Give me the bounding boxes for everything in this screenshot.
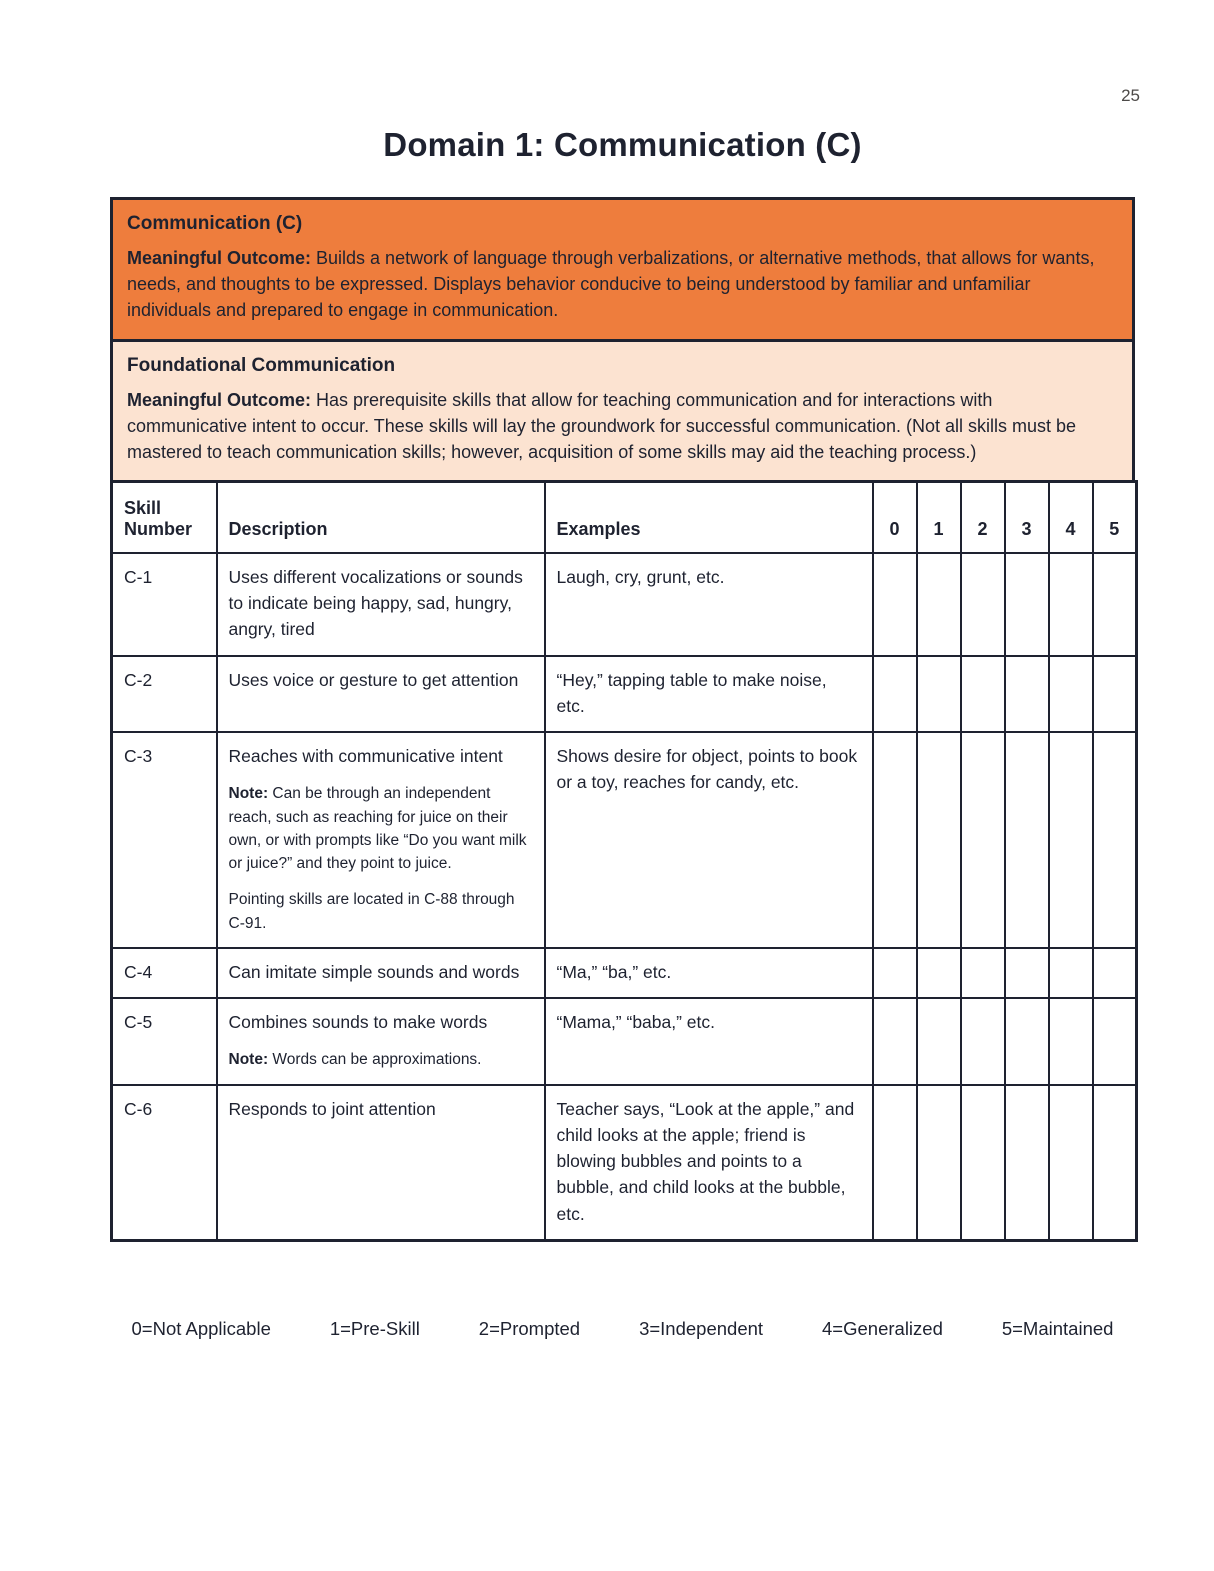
description-cell [217,553,545,656]
rating-cell[interactable] [1005,553,1049,656]
table-row [112,948,1137,998]
table-row [112,998,1137,1085]
rating-cell[interactable] [961,553,1005,656]
description-text: Responds to joint attention [228,1098,436,1119]
rating-cell[interactable] [961,732,1005,948]
table-row [112,656,1137,733]
rating-cell[interactable] [1093,732,1137,948]
col-header-skill-number: Skill Number [112,482,217,553]
col-header-examples: Examples [545,482,873,553]
rating-cell[interactable] [1093,553,1137,656]
rating-cell[interactable] [917,998,961,1085]
legend-item: 3=Independent [639,1317,764,1339]
description-note [229,782,532,875]
table-header-row [112,482,1137,553]
rating-cell[interactable] [1049,732,1093,948]
legend-item: 0=Not Applicable [131,1317,271,1339]
communication-block-heading: Communication (C) [127,213,303,234]
examples-cell [545,948,873,998]
examples-cell [545,553,873,656]
rating-cell[interactable] [1093,948,1137,998]
description-cell [217,1085,545,1241]
example-text: Laugh, cry, grunt, etc. [556,566,725,587]
examples-cell [545,732,873,948]
example-text: Shows desire for object, points to book or a toy, reaches for candy, etc. [556,746,858,793]
foundational-block-heading: Foundational Communication [127,354,396,376]
table-row [112,1085,1137,1241]
example-text: “Hey,” tapping table to make noise, etc. [556,669,827,716]
outcome-text: Builds a network of language through verbalizations, or alternative methods, that allows for wants, needs, and thoughts to be expressed. Displays behavior conducive to being understood by familiar and unfamiliar individuals and prepared to engage in communication. [127,248,1095,320]
description-text: Uses voice or gesture to get attention [228,669,519,690]
rating-cell[interactable] [1005,948,1049,998]
description-cell [217,948,545,998]
rating-cell[interactable] [1093,1085,1137,1241]
rating-cell[interactable] [917,656,961,733]
rating-cell[interactable] [1005,732,1049,948]
legend-item: 4=Generalized [822,1317,943,1339]
skill-number-cell: C-2 [112,656,217,733]
rating-cell[interactable] [873,656,917,733]
description-text: Can imitate simple sounds and words [228,961,520,982]
rating-cell[interactable] [917,732,961,948]
col-header-rating-0: 0 [873,482,917,553]
rating-cell[interactable] [961,1085,1005,1241]
outcome-label: Meaningful Outcome: [127,389,311,410]
skill-number-cell: C-5 [112,998,217,1085]
page-number: 25 [1121,86,1140,105]
example-text: Teacher says, “Look at the apple,” and child looks at the apple; friend is blowing bubbles and points to a bubble, and child looks at the bubble, etc. [556,1098,855,1224]
rating-cell[interactable] [1049,1085,1093,1241]
skill-number-cell: C-6 [112,1085,217,1241]
rating-cell[interactable] [1049,656,1093,733]
rating-cell[interactable] [1005,1085,1049,1241]
rating-cell[interactable] [1005,998,1049,1085]
description-text: Reaches with communicative intent [228,746,503,767]
col-header-rating-1: 1 [917,482,961,553]
rating-cell[interactable] [917,553,961,656]
table-row [112,553,1137,656]
examples-cell [545,998,873,1085]
outcome-text: Has prerequisite skills that allow for teaching communication and for interactions with communicative intent to occur. These skills will lay the groundwork for successful communication. (Not all skills must be mastered to teach communication skills; however, acquisition of some skills may aid the teaching process.) [127,389,1077,462]
foundational-communication-block [110,339,1135,484]
description-text: Combines sounds to make words [228,1012,488,1033]
skill-number-cell: C-4 [112,948,217,998]
rating-cell[interactable] [873,553,917,656]
example-text: “Mama,” “baba,” etc. [556,1012,716,1033]
description-text: Uses different vocalizations or sounds to indicate being happy, sad, hungry, angry, tired [228,566,523,640]
legend-item: 5=Maintained [1001,1317,1114,1339]
note-text: Can be through an independent reach, such as reaching for juice on their own, or with prompts like “Do you want milk or juice?” and they point to juice. [228,785,527,873]
rating-cell[interactable] [1093,656,1137,733]
rating-cell[interactable] [873,732,917,948]
rating-cell[interactable] [1049,553,1093,656]
col-header-rating-3: 3 [1005,482,1049,553]
rating-cell[interactable] [873,1085,917,1241]
rating-cell[interactable] [961,998,1005,1085]
table-row [112,732,1137,948]
col-header-rating-4: 4 [1049,482,1093,553]
communication-header-block [110,197,1135,342]
skill-number-cell: C-1 [112,553,217,656]
page-title: Domain 1: Communication (C) [383,126,862,163]
rating-cell[interactable] [1005,656,1049,733]
rating-cell[interactable] [961,656,1005,733]
rating-cell[interactable] [873,948,917,998]
description-note-secondary: Pointing skills are located in C-88 through C-91. [228,891,515,932]
note-label: Note: [228,1051,269,1069]
description-cell [217,998,545,1085]
skills-table [110,480,1138,1242]
note-label: Note: [228,785,269,803]
rating-cell[interactable] [917,1085,961,1241]
description-cell [217,656,545,733]
foundational-meaningful-outcome [127,388,1116,466]
skill-number-cell: C-3 [112,732,217,948]
col-header-rating-2: 2 [961,482,1005,553]
outcome-label: Meaningful Outcome: [127,248,311,268]
rating-cell[interactable] [1049,948,1093,998]
description-note [229,1048,532,1071]
rating-cell[interactable] [1093,998,1137,1085]
rating-cell[interactable] [917,948,961,998]
legend-item: 1=Pre-Skill [329,1317,420,1339]
rating-legend [132,1318,1114,1340]
note-text: Words can be approximations. [272,1051,482,1069]
rating-cell[interactable] [1049,998,1093,1085]
page-content [110,0,1135,1340]
examples-cell [545,656,873,733]
description-cell [217,732,545,948]
legend-item: 2=Prompted [478,1317,581,1339]
example-text: “Ma,” “ba,” etc. [556,961,672,982]
rating-cell[interactable] [873,998,917,1085]
examples-cell [545,1085,873,1241]
col-header-rating-5: 5 [1093,482,1137,553]
col-header-description: Description [217,482,545,553]
rating-cell[interactable] [961,948,1005,998]
communication-meaningful-outcome [127,246,1116,324]
